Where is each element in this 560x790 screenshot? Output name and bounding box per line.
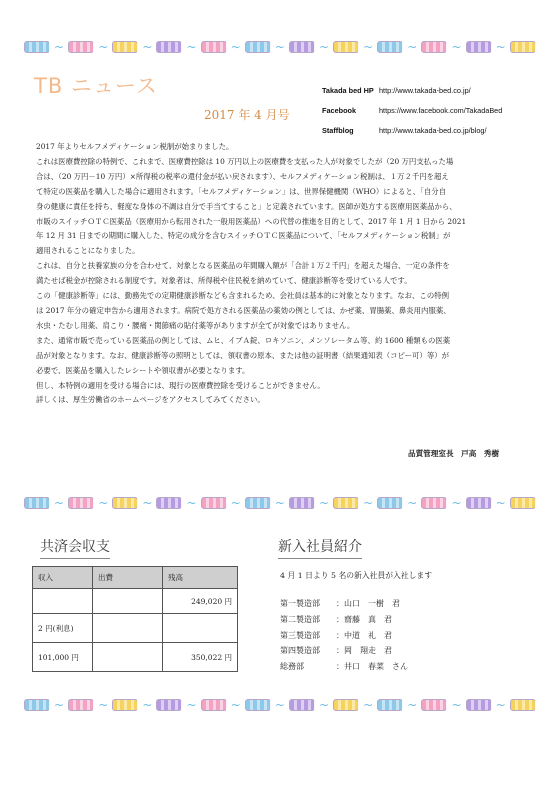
carp-streamer-icon [289,41,315,53]
table-row [33,614,238,643]
article-line: 詳しくは、厚生労働省のホームページをアクセスしてみてください。 [36,395,265,405]
wave-icon: ~ [318,496,330,510]
header-expense: 出費 [93,567,163,589]
table-cell [93,643,163,672]
carp-streamer-icon [24,699,50,711]
carp-streamer-icon [333,699,359,711]
wave-icon: ~ [274,40,285,54]
article-line: これは医療費控除の特例で、これまで、医療費控除は 10 万円以上の医療費を支払った人が対象でしたが（20 万円支払った場 [36,156,454,166]
wave-icon: ~ [230,40,241,54]
wave-icon: ~ [363,496,374,510]
article-line: 年 12 月 31 日までの期間に購入した、特定の成分を含むスイッチＯＴＣ医薬品について、「セルフメディケーション税制」が [36,231,451,241]
wave-icon: ~ [407,698,418,712]
carp-streamer-icon [245,497,271,509]
carp-streamer-icon [24,41,50,53]
link-row-staffblog[interactable]: Staffblog http://www.takada-bed.co.jp/blog/ [322,126,487,135]
article-line: は 2017 年分の確定申告から適用されます。病院で処方される医薬品の薬効の例としては、かぜ薬、胃腸薬、鼻炎用内服薬、 [36,305,451,315]
wave-icon: ~ [186,40,197,54]
wave-icon: ~ [54,698,65,712]
article-line: 適用されることになりました。 [36,246,140,256]
article-line: て特定の医薬品を購入した場合に適用されます。「セルフメディケーション」は、世界保健機関（WHO）によると、「自分自 [36,186,447,196]
article-line: この「健康診断等」には、勤務先での定期健康診断なども含まれるため、会社員は基本的に対象となります。なお、この特例 [36,291,449,301]
wave-icon: ~ [274,496,285,510]
wave-icon: ~ [98,40,109,54]
article-line: これは、自分と扶養家族の分を合わせて、対象となる医薬品の年間購入額が「合計１万２千円」を超えた場合、一定の条件を [36,261,450,271]
wave-icon: ~ [230,698,241,712]
article-line: 必要で、医薬品を購入したレシートや領収書が必要となります。 [36,365,250,375]
wave-icon: ~ [495,698,506,712]
table-row [33,589,238,614]
table-cell [33,589,93,614]
wave-icon: ~ [495,40,506,54]
new-staff-section-title: 新入社員紹介 [278,536,362,559]
table-cell [93,589,163,614]
wave-icon: ~ [274,698,285,712]
new-staff-intro: 4 月 1 日より 5 名の新入社員が入社します [280,571,433,580]
carp-streamer-icon [156,41,182,53]
list-item: 第一製造部 ：山口 一樹 君 [280,599,400,608]
carp-streamer-icon [24,497,50,509]
wave-icon: ~ [495,496,506,510]
list-item: 第三製造部 ：中道 礼 君 [280,630,392,640]
carp-streamer-icon [112,497,138,509]
list-item: 総務部 ：井口 春菜 さん [280,662,408,672]
carp-streamer-icon [333,41,359,53]
table-cell [163,614,238,643]
article-line: 水虫・たむし用薬、肩こり・腰痛・関節痛の貼付薬等がありますが全てが対象ではありません。 [36,320,355,330]
carp-streamer-icon [333,497,359,509]
wave-icon: ~ [451,698,462,712]
article-line: 合は、（20 万円－10 万円）×所得税の税率の還付金が払い戻されます）、セルフメディケーション税制は、１万２千円を超え [36,171,449,181]
article-line: また、通常市販で売っている医薬品の例としては、ムヒ、イブＡ錠、ロキソニン、メンソレータム等、約 1600 種類もの医薬 [36,335,451,345]
article-line: 身の健康に責任を持ち、軽度な身体の不調は自分で手当てすること」と定義されています。医師が処方する医療用医薬品から、 [36,201,457,211]
carp-streamer-icon [466,497,492,509]
carp-streamer-icon [68,699,94,711]
carp-streamer-icon [510,699,536,711]
wave-icon: ~ [407,40,418,54]
koinobori-border-top [24,36,536,58]
carp-streamer-icon [377,699,403,711]
wave-icon: ~ [318,698,330,712]
wave-icon: ~ [186,496,197,510]
article-line: 2017 年よりセルフメディケーション税制が始まりました。 [36,142,234,151]
carp-streamer-icon [245,41,271,53]
carp-streamer-icon [289,699,315,711]
wave-icon: ~ [407,496,418,510]
new-staff-list [280,596,408,675]
carp-streamer-icon [421,41,447,53]
wave-icon: ~ [98,698,109,712]
header-income: 収入 [33,567,93,589]
carp-streamer-icon [201,41,227,53]
wave-icon: ~ [363,698,374,712]
link-row-facebook[interactable]: Facebook https://www.facebook.com/TakadaBed [322,106,503,115]
wave-icon: ~ [363,40,374,54]
carp-streamer-icon [510,41,536,53]
issue-date: 2017 年 4 月号 [204,108,290,122]
table-cell: 350,022 円 [163,643,238,672]
table-cell: 101,000 円 [33,643,93,672]
finance-table [32,566,238,672]
koinobori-border-bottom [24,694,536,716]
wave-icon: ~ [98,496,109,510]
wave-icon: ~ [54,40,65,54]
article-line: 満たせば税金が控除される制度です。対象者は、所得税や住民税を納めていて、健康診断等を受けている人です。 [36,276,412,286]
table-cell: 2 円(利息) [33,614,93,643]
carp-streamer-icon [421,699,447,711]
header-balance: 残高 [163,567,238,589]
article-line: 但し、本特例の適用を受ける場合には、現行の医療費控除を受けることができません。 [36,380,325,390]
carp-streamer-icon [377,41,403,53]
carp-streamer-icon [112,41,138,53]
carp-streamer-icon [421,497,447,509]
carp-streamer-icon [68,497,94,509]
carp-streamer-icon [112,699,138,711]
article-body [36,140,528,408]
article-line: 市販のスイッチＯＴＣ医薬品（医療用から転用された一般用医薬品）への代替の推進を目的として、2017 年 1 月 1 日から 2021 [36,216,467,226]
carp-streamer-icon [201,497,227,509]
link-row-homepage[interactable]: Takada bed HP http://www.takada-bed.co.jp/ [322,86,471,95]
list-item: 第二製造部 ：齋藤 真 君 [280,614,392,624]
wave-icon: ~ [142,496,153,510]
table-row [33,643,238,672]
article-line: 品が対象となります。なお、健康診断等の照明としては、領収書の原本、または他の証明書（結果通知表（コピー可）等）が [36,350,449,360]
carp-streamer-icon [377,497,403,509]
newsletter-title: TB ニュース [34,74,158,98]
table-cell: 249,020 円 [163,589,238,614]
table-cell [93,614,163,643]
finance-section-title: 共済会収支 [40,536,110,559]
wave-icon: ~ [142,40,153,54]
carp-streamer-icon [245,699,271,711]
list-item: 第四製造部 ：岡 翔走 君 [280,646,392,656]
wave-icon: ~ [54,496,65,510]
table-header-row [33,567,238,589]
wave-icon: ~ [451,40,462,54]
wave-icon: ~ [186,698,197,712]
wave-icon: ~ [142,698,153,712]
wave-icon: ~ [230,496,241,510]
wave-icon: ~ [318,40,330,54]
carp-streamer-icon [156,497,182,509]
carp-streamer-icon [510,497,536,509]
article-signature: 品質管理室長 戸高 秀樹 [408,449,500,458]
carp-streamer-icon [466,41,492,53]
carp-streamer-icon [68,41,94,53]
koinobori-border-middle [24,492,536,514]
carp-streamer-icon [201,699,227,711]
header-links [322,86,502,146]
carp-streamer-icon [289,497,315,509]
carp-streamer-icon [466,699,492,711]
wave-icon: ~ [451,496,462,510]
carp-streamer-icon [156,699,182,711]
